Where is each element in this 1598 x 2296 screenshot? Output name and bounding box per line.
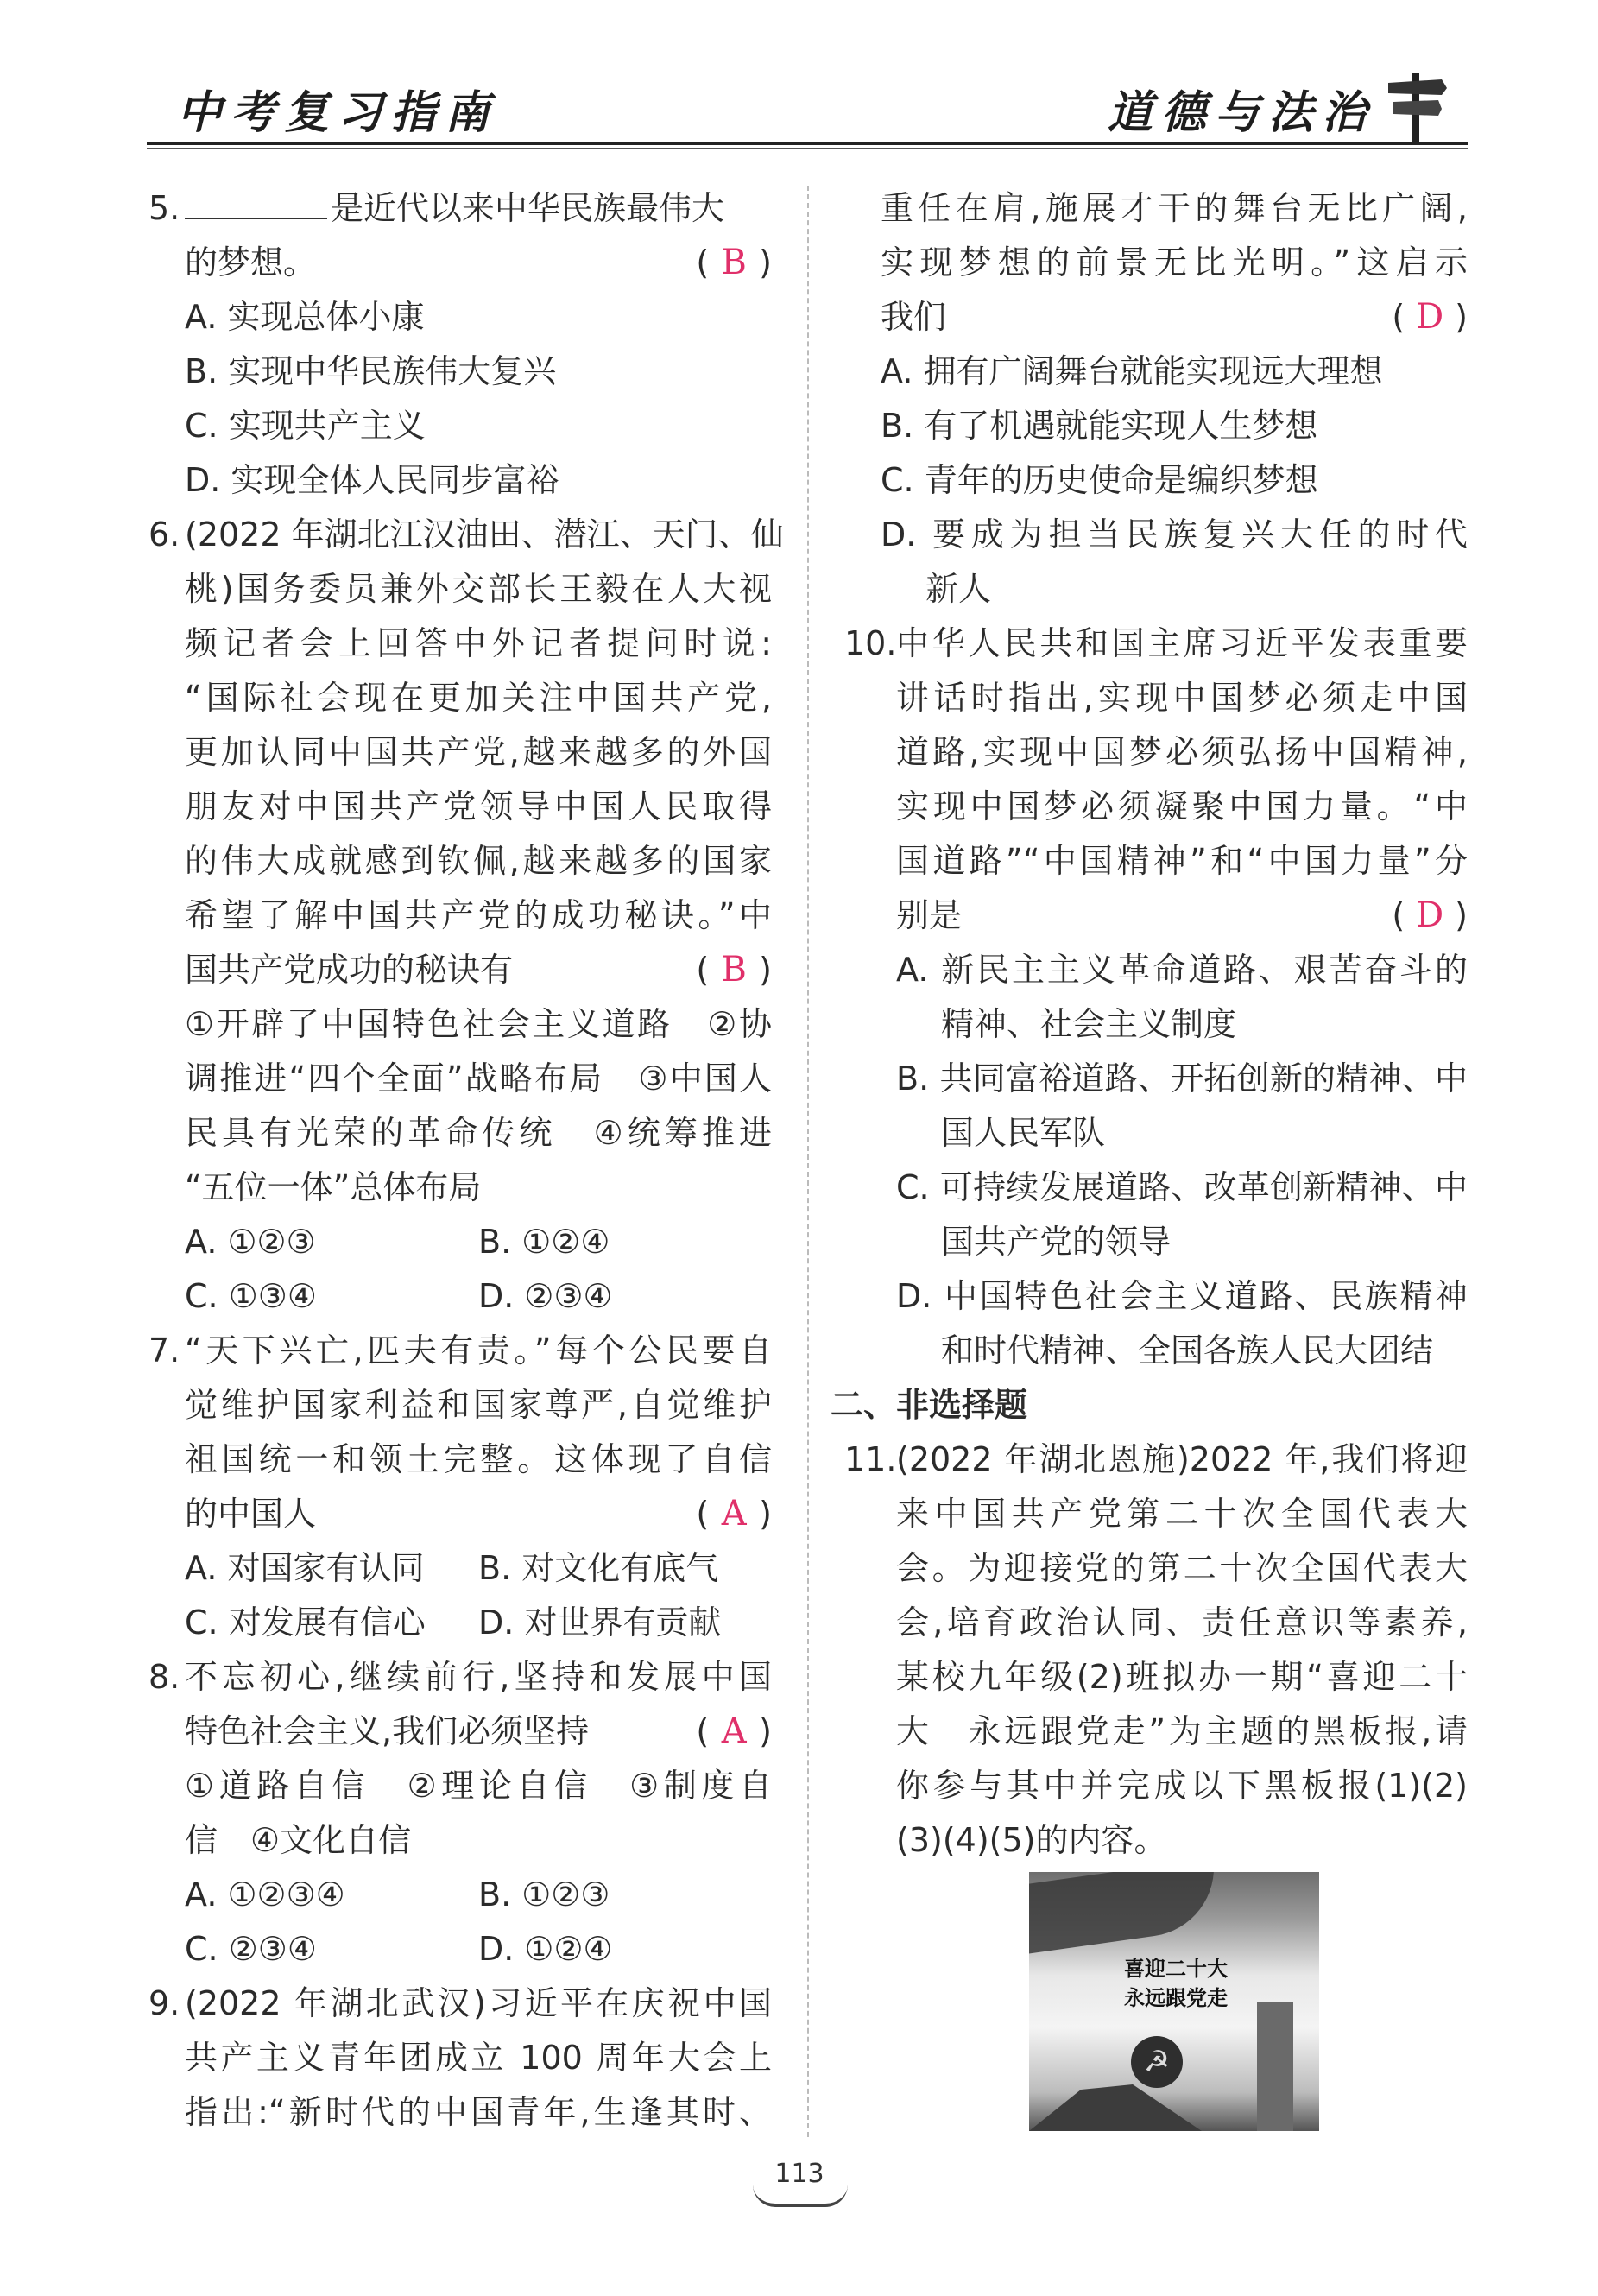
option: B. 对文化有底气 xyxy=(478,1549,719,1587)
option: C. 对发展有信心 xyxy=(185,1603,426,1641)
option: D. 实现全体人民同步富裕 xyxy=(185,461,559,499)
option: C. 青年的历史使命是编织梦想 xyxy=(881,461,1318,499)
question-text: 祖国统一和领土完整。这体现了自信 xyxy=(185,1440,772,1478)
question-number: 11. xyxy=(844,1440,897,1478)
ink-brush-stroke xyxy=(1029,1872,1222,1955)
option: B. 实现中华民族伟大复兴 xyxy=(185,352,557,390)
option: A. 实现总体小康 xyxy=(185,298,425,336)
section-heading: 二、非选择题 xyxy=(831,1386,1028,1424)
question-text: 特色社会主义,我们必须坚持 xyxy=(185,1712,590,1750)
question-text: 朋友对中国共产党领导中国人民取得 xyxy=(185,787,772,825)
left-column xyxy=(148,181,784,2140)
question-text: 桃)国务委员兼外交部长王毅在人大视 xyxy=(185,570,772,608)
option: A. ①②③④ xyxy=(185,1875,345,1913)
option: A. 对国家有认同 xyxy=(185,1549,425,1587)
question-text: 会,培育政治认同、责任意识等素养, xyxy=(896,1603,1468,1641)
option: D. ②③④ xyxy=(478,1277,613,1315)
answer-bracket: ( B ) xyxy=(696,943,772,997)
question-number: 8. xyxy=(148,1658,180,1696)
question-text: 某校九年级(2)班拟办一期“喜迎二十 xyxy=(896,1658,1468,1696)
question-text: (3)(4)(5)的内容。 xyxy=(896,1821,1167,1859)
answer-mark: D xyxy=(1416,895,1444,935)
option: A. 新民主主义革命道路、艰苦奋斗的 xyxy=(896,951,1468,989)
answer-bracket: ( D ) xyxy=(1392,889,1468,943)
option: C. 可持续发展道路、改革创新精神、中 xyxy=(896,1168,1468,1206)
question-text: “天下兴亡,匹夫有责。”每个公民要自 xyxy=(185,1331,772,1369)
question-7 xyxy=(148,1324,772,1650)
question-number: 10. xyxy=(844,624,897,662)
question-text: 觉维护国家利益和国家尊严,自觉维护 xyxy=(185,1386,772,1424)
question-text: 你参与其中并完成以下黑板报(1)(2) xyxy=(896,1767,1468,1805)
right-column xyxy=(831,181,1468,1868)
answer-mark: A xyxy=(721,1711,747,1751)
answer-bracket: ( A ) xyxy=(696,1487,772,1541)
question-text: 我们 xyxy=(881,298,947,336)
huabiao-pillar xyxy=(1257,2002,1293,2131)
header-rule-thin xyxy=(147,148,1468,149)
question-text: 的梦想。 xyxy=(185,244,317,281)
question-9 xyxy=(148,1977,772,2140)
option: B. 共同富裕道路、开拓创新的精神、中 xyxy=(896,1059,1468,1097)
column-divider xyxy=(807,186,809,2137)
statement-line: ①开辟了中国特色社会主义道路 ②协 xyxy=(185,1005,772,1043)
question-text: 道路,实现中国梦必须弘扬中国精神, xyxy=(896,733,1468,771)
question-text: 希望了解中国共产党的成功秘诀。”中 xyxy=(185,896,772,934)
question-text: 国道路”“中国精神”和“中国力量”分 xyxy=(896,842,1468,880)
page-number: 113 xyxy=(774,2159,824,2189)
question-11 xyxy=(844,1433,1468,1868)
answer-mark: D xyxy=(1416,297,1444,337)
question-9-continued xyxy=(844,181,1468,617)
question-text: 重任在肩,施展才干的舞台无比广阔, xyxy=(881,189,1468,227)
question-text: 共产主义青年团成立 100 周年大会上 xyxy=(185,2039,772,2077)
option-continued: 和时代精神、全国各族人民大团结 xyxy=(941,1331,1434,1369)
option: D. ①②④ xyxy=(478,1930,613,1968)
blackboard-poster-image xyxy=(1029,1872,1319,2131)
header-right-title: 道德与法治 xyxy=(1107,86,1375,139)
option: C. 实现共产主义 xyxy=(185,407,426,445)
option: A. 拥有广阔舞台就能实现远大理想 xyxy=(881,352,1383,390)
statement-line: 信 ④文化自信 xyxy=(185,1821,412,1859)
question-text: 实现梦想的前景无比光明。”这启示 xyxy=(881,244,1468,281)
question-text: 频记者会上回答中外记者提问时说: xyxy=(185,624,772,662)
question-8 xyxy=(148,1650,772,1977)
question-text: (2022 年湖北恩施)2022 年,我们将迎 xyxy=(896,1440,1468,1478)
question-number: 9. xyxy=(148,1984,180,2022)
option-continued: 国人民军队 xyxy=(941,1114,1106,1152)
question-text: 是近代以来中华民族最伟大 xyxy=(331,189,725,227)
option: C. ①③④ xyxy=(185,1277,317,1315)
option: A. ①②③ xyxy=(185,1223,316,1261)
question-number: 5. xyxy=(148,189,180,227)
building-roof xyxy=(1029,2079,1202,2131)
signpost-icon xyxy=(1381,67,1450,145)
question-5 xyxy=(148,181,772,508)
question-text: 实现中国梦必须凝聚中国力量。“中 xyxy=(896,787,1468,825)
option: D. 对世界有贡献 xyxy=(478,1603,722,1641)
question-text: 的中国人 xyxy=(185,1495,317,1533)
question-text: 别是 xyxy=(896,896,963,934)
question-text: 会。为迎接党的第二十次全国代表大 xyxy=(896,1549,1468,1587)
statement-line: 调推进“四个全面”战略布局 ③中国人 xyxy=(185,1059,772,1097)
answer-bracket: ( A ) xyxy=(696,1705,772,1759)
statement-line: 民具有光荣的革命传统 ④统筹推进 xyxy=(185,1114,772,1152)
option-continued: 精神、社会主义制度 xyxy=(941,1005,1237,1043)
poster-text xyxy=(1098,1954,1254,2013)
option: B. 有了机遇就能实现人生梦想 xyxy=(881,407,1318,445)
option-continued: 新人 xyxy=(925,570,992,608)
party-emblem-icon: ☭ xyxy=(1131,2036,1183,2088)
option: C. ②③④ xyxy=(185,1930,317,1968)
statement-line: “五位一体”总体布局 xyxy=(185,1168,482,1206)
question-text: 中华人民共和国主席习近平发表重要 xyxy=(896,624,1468,662)
question-text: “国际社会现在更加关注中国共产党, xyxy=(185,679,772,717)
question-text: 不忘初心,继续前行,坚持和发展中国 xyxy=(185,1658,772,1696)
option: D. 中国特色社会主义道路、民族精神 xyxy=(896,1277,1468,1315)
poster-line-1: 喜迎二十大 xyxy=(1124,1956,1228,1981)
answer-mark: A xyxy=(721,1494,747,1534)
header-rule xyxy=(147,142,1468,145)
question-number: 6. xyxy=(148,515,180,553)
option-continued: 国共产党的领导 xyxy=(941,1223,1172,1261)
question-number: 7. xyxy=(148,1331,180,1369)
statement-line: ①道路自信 ②理论自信 ③制度自 xyxy=(185,1767,772,1805)
answer-bracket: ( D ) xyxy=(1392,290,1468,345)
question-text: (2022 年湖北江汉油田、潜江、天门、仙 xyxy=(185,515,784,553)
question-text: 国共产党成功的秘诀有 xyxy=(185,951,514,989)
question-6 xyxy=(148,508,784,1324)
option: D. 要成为担当民族复兴大任的时代 xyxy=(881,515,1468,553)
page-number-ornament xyxy=(753,2185,848,2207)
answer-mark: B xyxy=(721,243,747,282)
option: B. ①②③ xyxy=(478,1875,610,1913)
answer-bracket: ( B ) xyxy=(696,236,772,290)
answer-mark: B xyxy=(721,950,747,990)
question-text: 的伟大成就感到钦佩,越来越多的国家 xyxy=(185,842,772,880)
question-text: (2022 年湖北武汉)习近平在庆祝中国 xyxy=(185,1984,772,2022)
question-text: 讲话时指出,实现中国梦必须走中国 xyxy=(896,679,1468,717)
question-text: 更加认同中国共产党,越来越多的外国 xyxy=(185,733,772,771)
question-text: 来中国共产党第二十次全国代表大 xyxy=(896,1495,1468,1533)
poster-line-2: 永远跟党走 xyxy=(1124,1985,1228,2010)
option: B. ①②④ xyxy=(478,1223,610,1261)
question-text: 大 永远跟党走”为主题的黑板报,请 xyxy=(896,1712,1468,1750)
question-text: 指出:“新时代的中国青年,生逢其时、 xyxy=(185,2093,772,2131)
question-10 xyxy=(844,617,1468,1378)
fill-blank xyxy=(185,181,327,219)
header-left-title: 中考复习指南 xyxy=(177,86,499,139)
